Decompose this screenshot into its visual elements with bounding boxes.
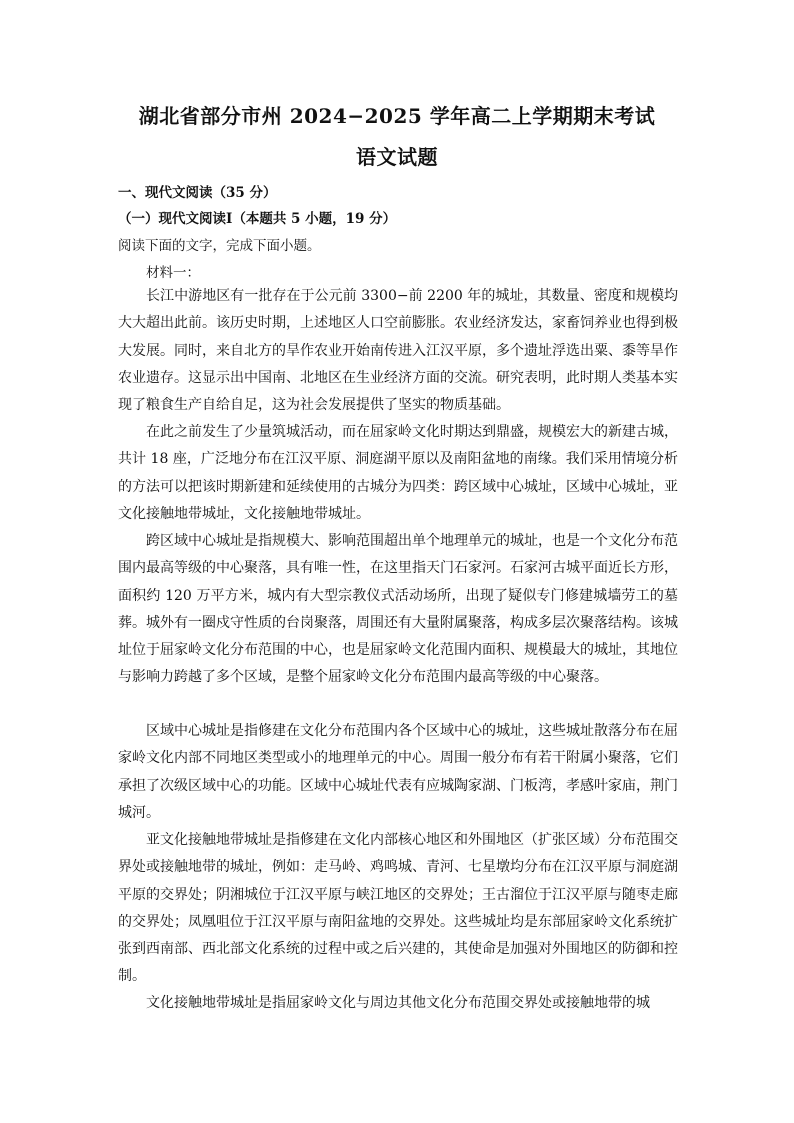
page-title: 湖北省部分市州 2024−2025 学年高二上学期期末考试 [138,104,656,128]
paragraph: 长江中游地区有一批存在于公元前 3300−前 2200 年的城址，其数量、密度和规模均大大超出此前。该历史时期，上述地区人口空前膨胀。农业经济发达，家畜饲养业也得到极大发展。同时，来自北方的旱作农业开始南传进入江汉平原，多个遗址浮选出粟、黍等旱作农业遗存。这显示出中国南、北地区在生业经济方面的交流。研究表明，此时期人类基本实现了粮食生产自给自足，这为社会发展提供了坚实的物质基础。 [118,288,678,414]
section-heading: 一、现代文阅读（35 分） [118,185,277,201]
paragraph: 亚文化接触地带城址是指修建在文化内部核心地区和外围地区（扩张区域）分布范围交界处或接触地带的城址，例如：走马岭、鸡鸣城、青河、七星墩均分布在江汉平原与洞庭湖平原的交界处；阴湘城位于江汉平原与峡江地区的交界处；王古溜位于江汉平原与随枣走廊的交界处；凤凰咀位于江汉平原与南阳盆地的交界处。这些城址均是东部屈家岭文化系统扩张到西南部、西北部文化系统的过程中或之后兴建的，其使命是加强对外围地区的防御和控制。 [118,832,678,985]
instruction-text: 阅读下面的文字，完成下面小题。 [118,238,321,254]
paragraph: 在此之前发生了少量筑城活动，而在屈家岭文化时期达到鼎盛，规模宏大的新建古城，共计 18 座，广泛地分布在江汉平原、洞庭湖平原以及南阳盆地的南缘。我们采用情境分析的方法可以把该时期新建和延续使用的古城分为四类：跨区域中心城址，区域中心城址，亚文化接触地带城址，文化接触地带城址。 [118,424,678,522]
page-subtitle: 语文试题 [356,145,438,169]
paragraph: 区域中心城址是指修建在文化分布范围内各个区域中心的城址，这些城址散落分布在屈家岭文化内部不同地区类型或小的地理单元的中心。周围一般分布有若干附属小聚落，它们承担了次级区域中心的功能。区域中心城址代表有应城陶家湖、门板湾，孝感叶家庙，荆门城河。 [118,723,678,821]
paragraph: 文化接触地带城址是指屈家岭文化与周边其他文化分布范围交界处或接触地带的城 [146,995,650,1011]
material-label: 材料一： [146,265,200,281]
paragraph: 跨区域中心城址是指规模大、影响范围超出单个地理单元的城址，也是一个文化分布范围内最高等级的中心聚落，具有唯一性，在这里指天门石家河。石家河古城平面近长方形，面积约 120 万平方米，城内有大型宗教仪式活动场所，出现了疑似专门修建城墙劳工的墓葬。城外有一圈戍守性质的台岗聚落，周围还有大量附属聚落，构成多层次聚落结构。该城址位于屈家岭文化分布范围的中心，也是屈家岭文化范围内面积、规模最大的城址，其地位与影响力跨越了多个区域，是整个屈家岭文化分布范围内最高等级的中心聚落。 [118,533,678,686]
subsection-heading: （一）现代文阅读Ⅰ（本题共 5 小题，19 分） [118,211,397,227]
